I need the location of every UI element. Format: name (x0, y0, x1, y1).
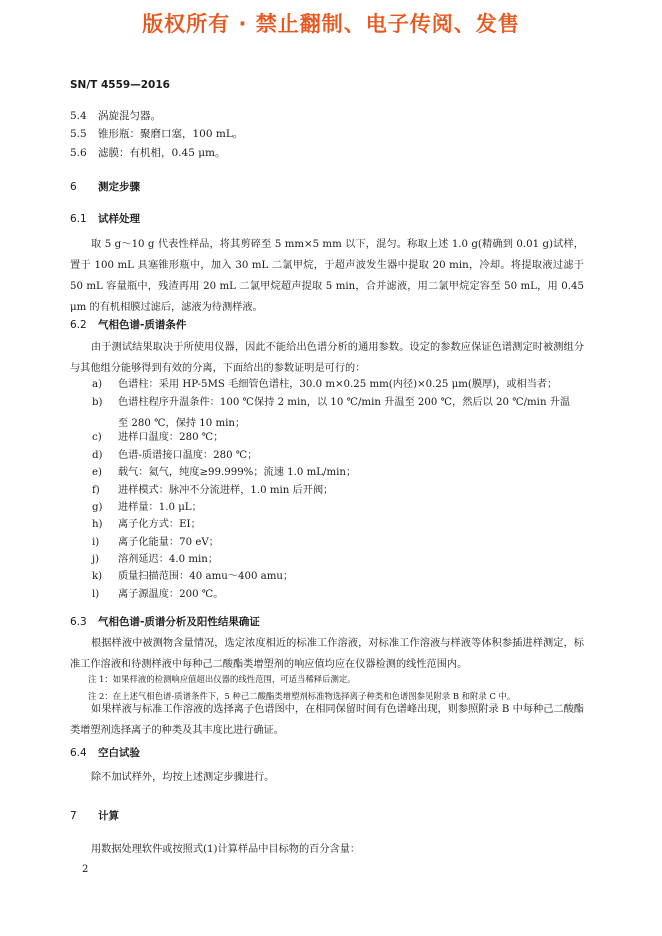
list-text: 进样口温度：280 ℃； (118, 432, 224, 443)
list-label: j) (92, 554, 100, 565)
list-text-continued: 至 280 ℃，保持 10 min； (118, 418, 246, 429)
clause-number: 5.6 (70, 147, 87, 159)
list-label: l) (92, 589, 100, 600)
list-text: 色谱柱程序升温条件：100 ℃保持 2 min，以 10 ℃/min 升温至 200 ℃，然后以 20 ℃/min 升温 (118, 397, 571, 408)
clause-text: 滤膜：有机相，0.45 μm。 (98, 147, 226, 159)
clause-text: 涡旋混匀器。 (98, 110, 161, 122)
list-text: 进样模式：脉冲不分流进样，1.0 min 后开阀； (118, 485, 334, 496)
section-heading-6 (70, 179, 140, 194)
list-text: 离子源温度：200 ℃。 (118, 589, 224, 600)
list-label: c) (92, 432, 102, 443)
section-heading-7 (70, 808, 119, 823)
section-number: 6.3 (70, 616, 87, 628)
clause-5-6 (70, 145, 226, 160)
section-number: 6 (70, 181, 77, 193)
list-text: 色谱-质谱接口温度：280 ℃； (118, 450, 258, 461)
clause-number: 5.4 (70, 110, 87, 122)
clause-5-5 (70, 126, 243, 141)
section-title: 测定步骤 (98, 181, 140, 193)
list-label: k) (92, 571, 103, 582)
list-label: g) (92, 502, 103, 513)
list-text: 进样量：1.0 μL； (118, 502, 202, 513)
list-label: e) (92, 467, 103, 478)
list-text: 质量扫描范围：40 amu～400 amu； (118, 571, 294, 582)
paragraph-confirmation: 如果样液与标准工作溶液的选择离子色谱图中，在相同保留时间有色谱峰出现，则参照附录 B 中每种己二酸酯类增塑剂选择离子的种类及其丰度比进行确证。 (70, 704, 584, 736)
section-heading-6-1 (70, 211, 140, 226)
list-label: h) (92, 519, 103, 530)
clause-text: 锥形瓶：聚磨口塞，100 mL。 (98, 128, 244, 140)
list-item-l (92, 584, 586, 605)
section-title: 空白试验 (98, 747, 140, 759)
section-heading-6-4 (70, 745, 140, 760)
paragraph-blank-test: 除不加试样外，均按上述测定步骤进行。 (91, 772, 275, 783)
section-number: 6.4 (70, 747, 87, 759)
list-label: f) (92, 485, 100, 496)
list-text: 色谱柱：采用 HP-5MS 毛细管色谱柱，30.0 m×0.25 mm(内径)×0.25 μm(膜厚)，或相当者； (118, 379, 558, 390)
section-title: 试样处理 (98, 213, 140, 225)
standard-code: SN/T 4559—2016 (70, 79, 170, 91)
list-text: 载气：氦气，纯度≥99.999%；流速 1.0 mL/min； (118, 467, 357, 478)
list-label: a) (92, 379, 103, 390)
paragraph-sample-prep: 取 5 g～10 g 代表性样品，将其剪碎至 5 mm×5 mm 以下，混匀。称取上述 1.0 g(精确到 0.01 g)试样，置于 100 mL 具塞锥形瓶中，加入 30 mL 二氯甲烷，于超声波发生器中提取 20 min，冷却。将提取液过滤于 50 mL 容量瓶中，残渣再用 20 mL 二氯甲烷超声提取 5 min，合并滤液，用二氯甲烷定容至 50 mL，用 0.45 μm 的有机相膜过滤后，滤液为待测样液。 (70, 239, 584, 313)
list-label: d) (92, 450, 103, 461)
paragraph-analysis: 根据样液中被测物含量情况，选定浓度相近的标准工作溶液，对标准工作溶液与样液等体积参插进样测定，标准工作溶液和待测样液中每种己二酸酯类增塑剂的响应值均应在仪器检测的线性范围内。 (70, 638, 584, 670)
clause-5-4 (70, 108, 161, 123)
note-2: 注 2：在上述气相色谱-质谱条件下，5 种己二酸酯类增塑剂标准物选择离子种类和色谱图参见附录 B 和附录 C 中。 (88, 691, 516, 701)
section-number: 6.1 (70, 213, 87, 225)
list-text: 离子化能量：70 eV； (118, 537, 219, 548)
section-number: 6.2 (70, 319, 87, 331)
list-label: b) (92, 397, 103, 408)
page-number: 2 (82, 864, 89, 875)
section-heading-6-3 (70, 614, 260, 629)
section-title: 气相色谱-质谱条件 (98, 319, 187, 331)
section-heading-6-2 (70, 317, 186, 332)
clause-number: 5.5 (70, 128, 87, 140)
paragraph-calculation: 用数据处理软件或按照式(1)计算样品中目标物的百分含量： (91, 844, 361, 855)
section-title: 计算 (98, 810, 119, 822)
copyright-watermark: 版权所有 · 禁止翻制、电子传阅、发售 (142, 12, 520, 36)
list-text: 离子化方式：EI； (118, 519, 201, 530)
list-label: i) (92, 537, 100, 548)
section-number: 7 (70, 810, 77, 822)
list-text: 溶剂延迟：4.0 min； (118, 554, 219, 565)
note-1: 注 1：如果样液的检测响应值超出仪器的线性范围，可适当稀释后测定。 (88, 674, 356, 684)
section-title: 气相色谱-质谱分析及阳性结果确证 (98, 616, 260, 628)
paragraph-gcms-intro: 由于测试结果取决于所使用仪器，因此不能给出色谱分析的通用参数。设定的参数应保证色谱测定时被测组分与其他组分能够得到有效的分离，下面给出的参数证明是可行的： (70, 342, 584, 374)
